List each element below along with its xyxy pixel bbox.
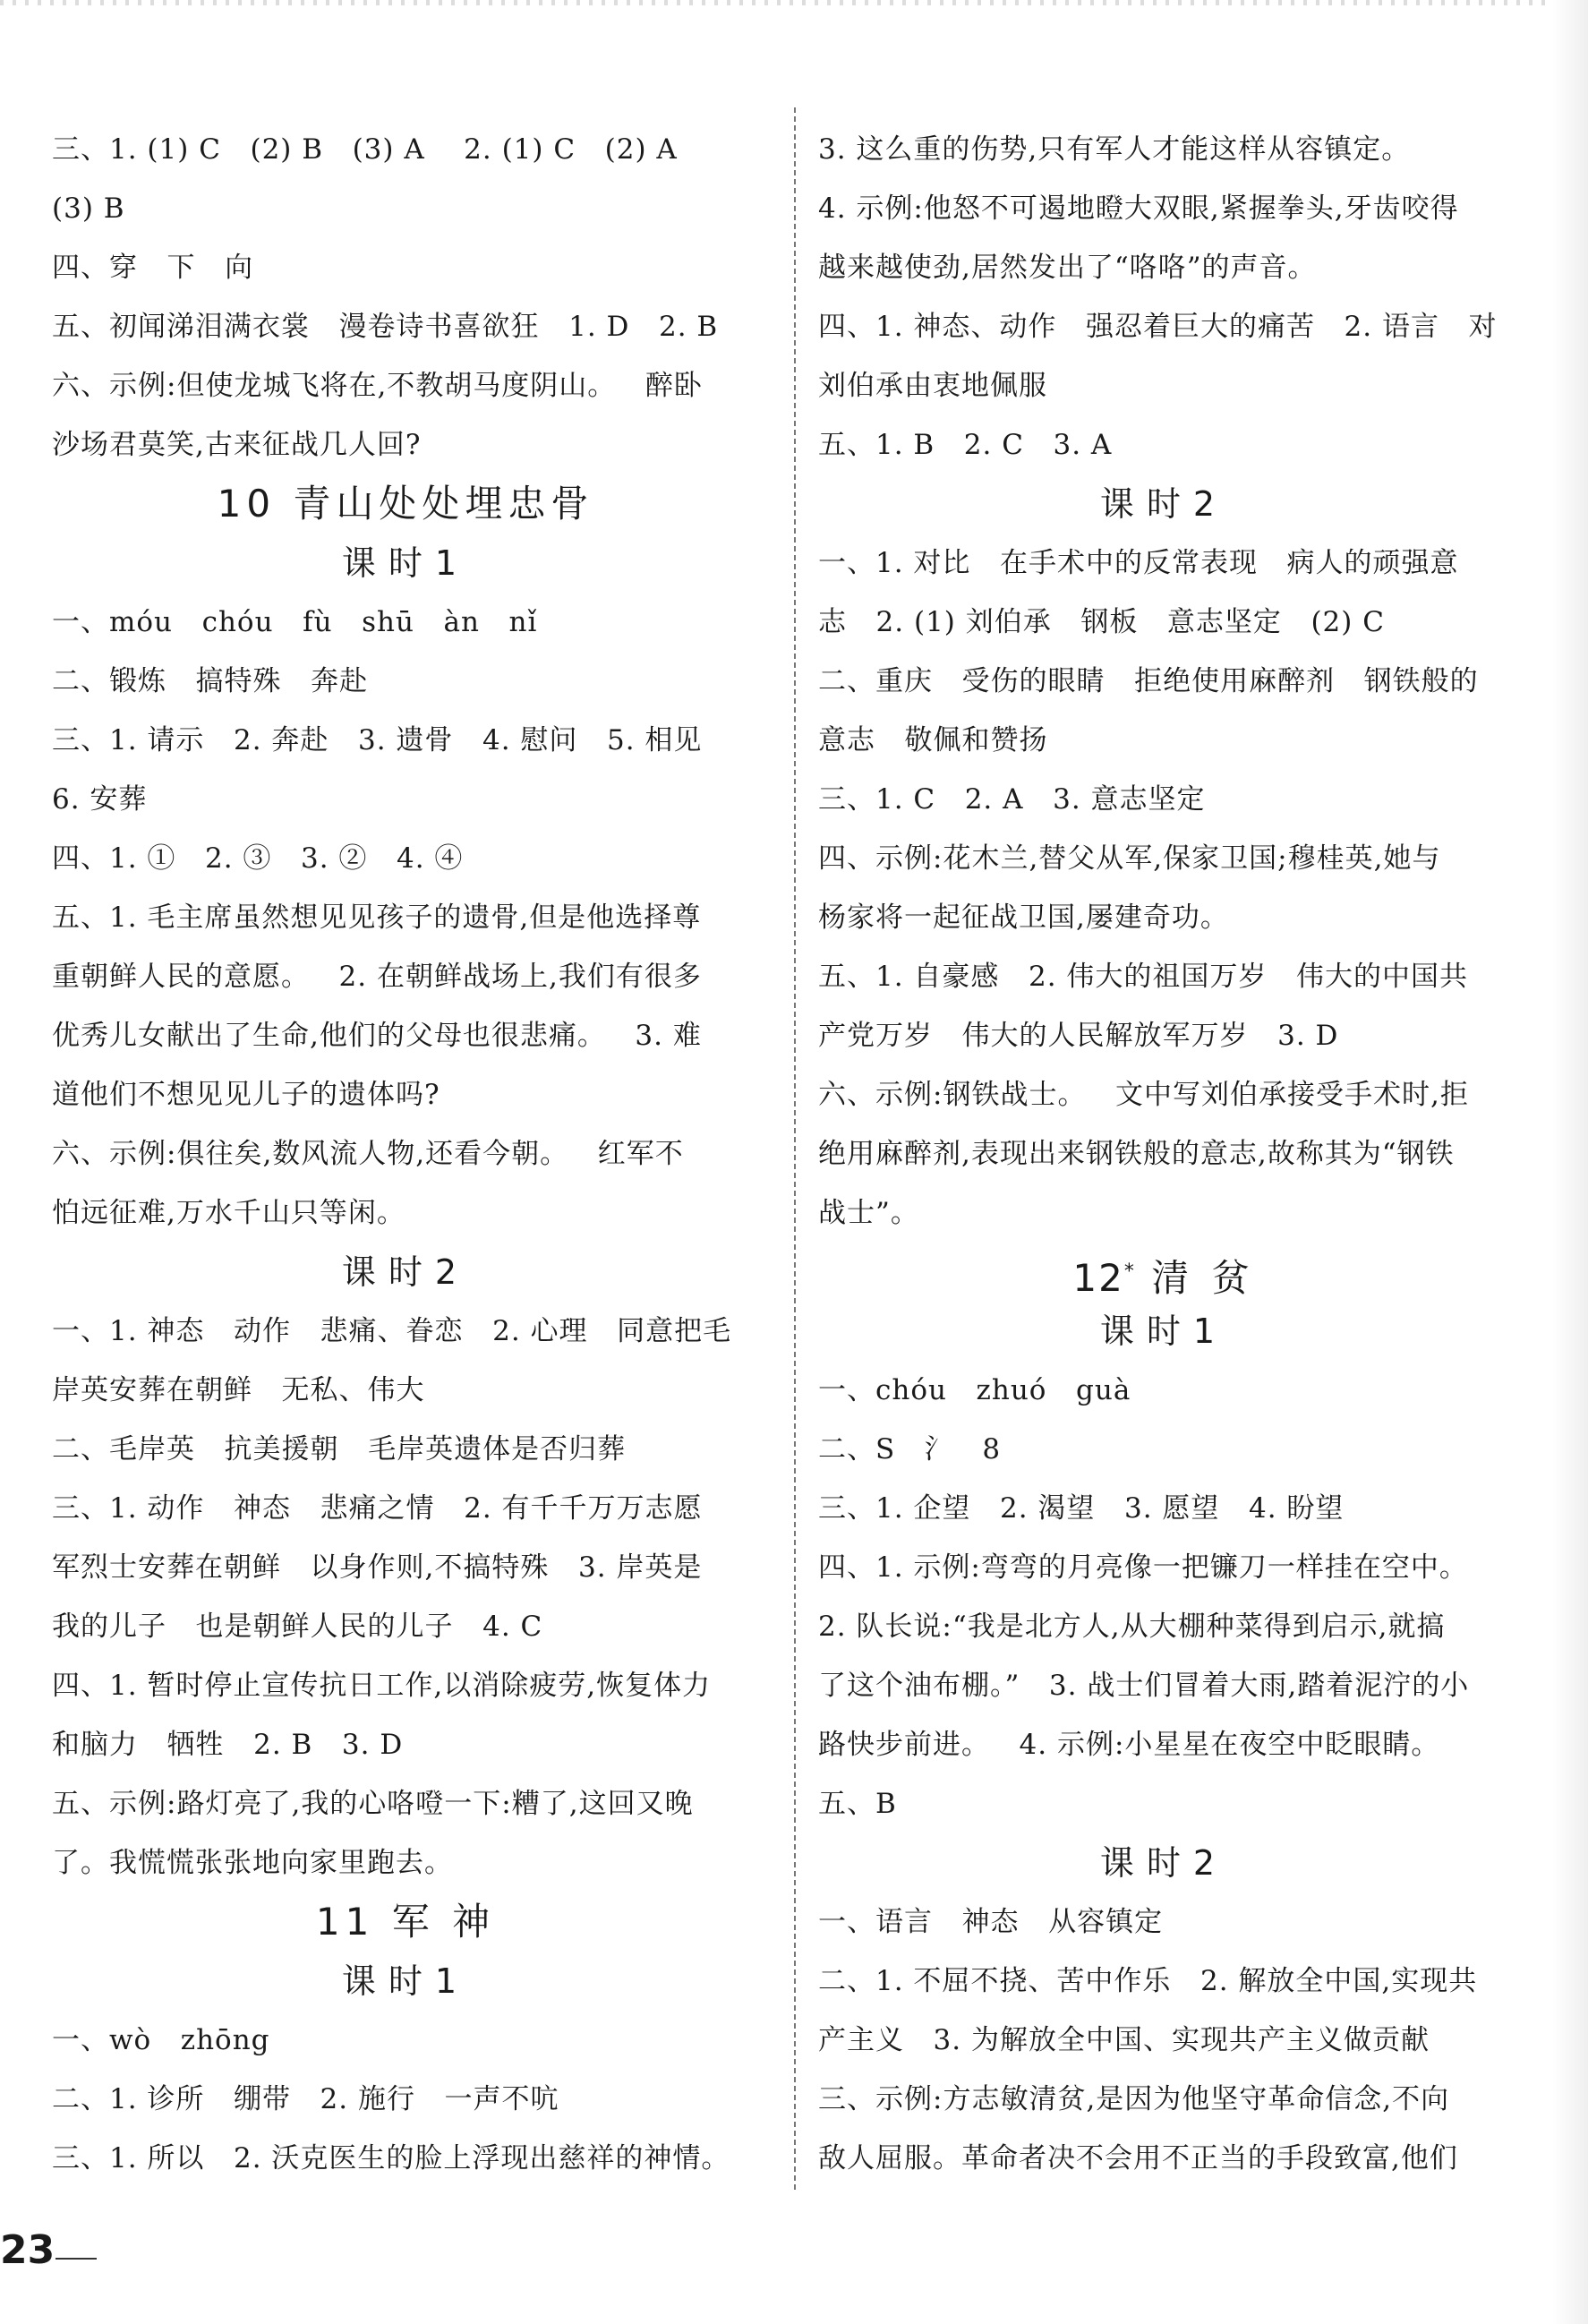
answer-line: 五、示例:路灯亮了,我的心咯噔一下:糟了,这回又晚 bbox=[52, 1788, 694, 1820]
answer-line: 和脑力 牺牲 2. B 3. D bbox=[52, 1729, 404, 1761]
answer-line: 三、示例:方志敏清贫,是因为他坚守革命信念,不向 bbox=[818, 2083, 1450, 2115]
lesson-period-heading: 课时2 bbox=[1099, 484, 1228, 524]
answer-line: 了。我慌慌张张地向家里跑去。 bbox=[52, 1847, 453, 1879]
answer-line: 三、1. 所以 2. 沃克医生的脸上浮现出慈祥的神情。 bbox=[52, 2142, 730, 2174]
answer-line: (3) B bbox=[52, 192, 125, 225]
answer-line: 六、示例:俱往矣,数风流人物,还看今朝。 红军不 bbox=[52, 1138, 684, 1170]
answer-line: 四、示例:花木兰,替父从军,保家卫国;穆桂英,她与 bbox=[818, 842, 1441, 875]
lesson-period-heading: 课时2 bbox=[1099, 1843, 1228, 1883]
answer-line: 杨家将一起征战卫国,屡建奇功。 bbox=[818, 901, 1229, 934]
left-column bbox=[52, 120, 759, 2188]
answer-line: 3. 这么重的伤势,只有军人才能这样从容镇定。 bbox=[818, 133, 1411, 166]
lesson-heading: 11 军 神 bbox=[315, 1900, 496, 1944]
answer-line: 绝用麻醉剂,表现出来钢铁般的意志,故称其为“钢铁 bbox=[818, 1138, 1455, 1170]
answer-line: 一、1. 对比 在手术中的反常表现 病人的顽强意 bbox=[818, 547, 1459, 579]
page-number-rule bbox=[55, 2258, 97, 2260]
answer-line: 战士”。 bbox=[818, 1197, 919, 1229]
answer-line: 刘伯承由衷地佩服 bbox=[818, 370, 1047, 402]
answer-line: 意志 敬佩和赞扬 bbox=[818, 724, 1048, 756]
answer-line: 一、语言 神态 从容镇定 bbox=[818, 1906, 1164, 1938]
page-edge-shadow bbox=[1552, 0, 1588, 2324]
answer-line: 四、1. 示例:弯弯的月亮像一把镰刀一样挂在空中。 bbox=[818, 1551, 1468, 1584]
answer-line: 二、锻炼 搞特殊 奔赴 bbox=[52, 665, 369, 697]
answer-line: 2. 队长说:“我是北方人,从大棚种菜得到启示,就搞 bbox=[818, 1611, 1446, 1643]
answer-line: 一、wò zhōng bbox=[52, 2024, 270, 2056]
answer-line: 了这个油布棚。” 3. 战士们冒着大雨,踏着泥泞的小 bbox=[818, 1670, 1470, 1702]
lesson-period-heading: 课时1 bbox=[1099, 1312, 1228, 1351]
lesson-period-heading: 课时1 bbox=[341, 543, 470, 583]
lesson-heading-number: 12 bbox=[1072, 1256, 1124, 1300]
answer-line: 重朝鲜人民的意愿。 2. 在朝鲜战场上,我们有很多 bbox=[52, 961, 702, 993]
answer-line: 五、B bbox=[818, 1788, 897, 1820]
answer-line: 二、1. 诊所 绷带 2. 施行 一声不吭 bbox=[52, 2083, 559, 2115]
answer-line: 五、1. B 2. C 3. A bbox=[818, 429, 1113, 461]
lesson-heading-title: 清 贫 bbox=[1133, 1256, 1255, 1300]
page-number: 23 bbox=[0, 2227, 55, 2273]
lesson-period-heading: 课时2 bbox=[341, 1252, 470, 1292]
answer-line: 六、示例:但使龙城飞将在,不教胡马度阴山。 醉卧 bbox=[52, 370, 703, 402]
answer-line: 一、móu chóu fù shū àn nǐ bbox=[52, 606, 538, 638]
answer-line: 三、1. 企望 2. 渴望 3. 愿望 4. 盼望 bbox=[818, 1492, 1345, 1525]
answer-line: 4. 示例:他怒不可遏地瞪大双眼,紧握拳头,牙齿咬得 bbox=[818, 192, 1459, 225]
answer-line: 军烈士安葬在朝鲜 以身作则,不搞特殊 3. 岸英是 bbox=[52, 1551, 703, 1584]
answer-line: 五、1. 毛主席虽然想见见孩子的遗骨,但是他选择尊 bbox=[52, 901, 702, 934]
answer-line: 四、1. 神态、动作 强忍着巨大的痛苦 2. 语言 对 bbox=[818, 311, 1498, 343]
answer-line: 五、初闻涕泪满衣裳 漫卷诗书喜欲狂 1. D 2. B bbox=[52, 311, 719, 343]
answer-line: 岸英安葬在朝鲜 无私、伟大 bbox=[52, 1374, 425, 1406]
answer-line: 优秀儿女献出了生命,他们的父母也很悲痛。 3. 难 bbox=[52, 1020, 702, 1052]
answer-line: 我的儿子 也是朝鲜人民的儿子 4. C bbox=[52, 1611, 543, 1643]
answer-line: 二、1. 不屈不挠、苦中作乐 2. 解放全中国,实现共 bbox=[818, 1965, 1478, 1997]
answer-line: 越来越使劲,居然发出了“咯咯”的声音。 bbox=[818, 252, 1317, 284]
column-divider bbox=[794, 107, 796, 2190]
answer-line: 三、1. (1) C (2) B (3) A 2. (1) C (2) A bbox=[52, 133, 678, 166]
right-column bbox=[818, 120, 1509, 2188]
answer-line: 敌人屈服。革命者决不会用不正当的手段致富,他们 bbox=[818, 2142, 1458, 2174]
answer-line: 一、1. 神态 动作 悲痛、眷恋 2. 心理 同意把毛 bbox=[52, 1315, 732, 1347]
answer-line: 志 2. (1) 刘伯承 钢板 意志坚定 (2) C bbox=[818, 606, 1385, 638]
answer-line: 产党万岁 伟大的人民解放军万岁 3. D bbox=[818, 1020, 1339, 1052]
answer-line: 产主义 3. 为解放全中国、实现共产主义做贡献 bbox=[818, 2024, 1430, 2056]
answer-line: 二、S 氵 8 bbox=[818, 1433, 1002, 1465]
lesson-heading: 10 青山处处埋忠骨 bbox=[217, 482, 594, 525]
answer-line: 三、1. 请示 2. 奔赴 3. 遗骨 4. 慰问 5. 相见 bbox=[52, 724, 703, 756]
answer-line: 道他们不想见见儿子的遗体吗? bbox=[52, 1079, 440, 1111]
answer-line: 路快步前进。 4. 示例:小星星在夜空中眨眼睛。 bbox=[818, 1729, 1440, 1761]
lesson-heading-mark: * bbox=[1123, 1260, 1134, 1283]
answer-line: 怕远征难,万水千山只等闲。 bbox=[52, 1197, 406, 1229]
lesson-heading bbox=[818, 1243, 1509, 1302]
top-edge-dots bbox=[0, 0, 1552, 5]
answer-line: 一、chóu zhuó guà bbox=[818, 1374, 1131, 1406]
answer-line: 四、1. 暂时停止宣传抗日工作,以消除疲劳,恢复体力 bbox=[52, 1670, 712, 1702]
answer-line: 沙场君莫笑,古来征战几人回? bbox=[52, 429, 422, 461]
answer-line: 三、1. 动作 神态 悲痛之情 2. 有千千万万志愿 bbox=[52, 1492, 703, 1525]
answer-line: 四、穿 下 向 bbox=[52, 252, 254, 284]
answer-line: 二、毛岸英 抗美援朝 毛岸英遗体是否归葬 bbox=[52, 1433, 627, 1465]
answer-line: 六、示例:钢铁战士。 文中写刘伯承接受手术时,拒 bbox=[818, 1079, 1469, 1111]
answer-line: 三、1. C 2. A 3. 意志坚定 bbox=[818, 783, 1206, 816]
answer-line: 五、1. 自豪感 2. 伟大的祖国万岁 伟大的中国共 bbox=[818, 961, 1468, 993]
answer-line: 四、1. ① 2. ③ 3. ② 4. ④ bbox=[52, 842, 464, 875]
answer-line: 二、重庆 受伤的眼睛 拒绝使用麻醉剂 钢铁般的 bbox=[818, 665, 1479, 697]
lesson-period-heading: 课时1 bbox=[341, 1961, 470, 2001]
answer-line: 6. 安葬 bbox=[52, 783, 148, 816]
